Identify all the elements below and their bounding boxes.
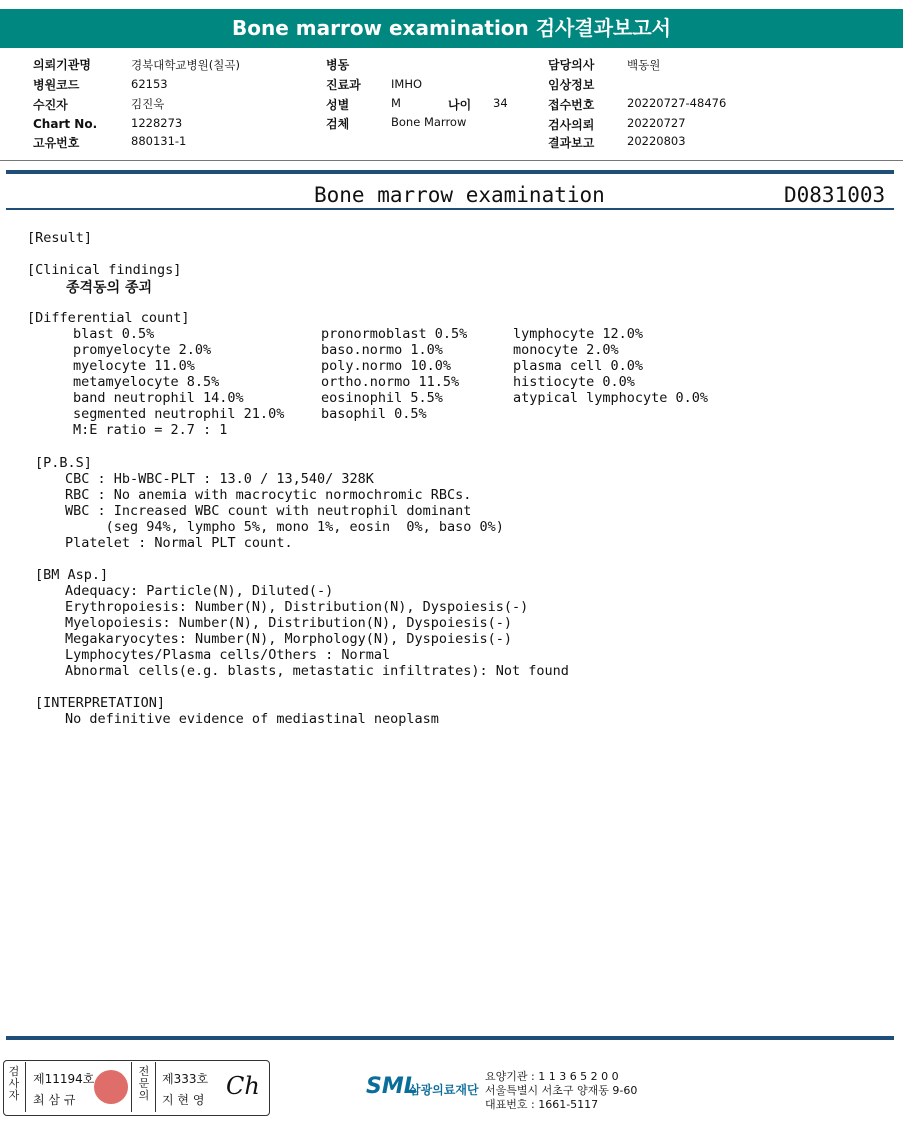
pbs-label: [P.B.S] [35,455,92,471]
title-rule-top [6,170,894,174]
pbs-line: RBC : No anemia with macrocytic normochromic RBCs. [65,487,472,503]
header-label: 병동 [326,58,350,72]
report-code: D0831003 [784,183,886,207]
header-label: 검체 [326,117,350,131]
header-label: 나이 [448,98,472,112]
header-label: 진료과 [326,78,361,92]
diff-item: monocyte 2.0% [513,342,619,358]
header-divider [0,160,903,161]
pbs-line: WBC : Increased WBC count with neutrophil dominant [65,503,472,519]
tester-label: 검사자 [8,1065,20,1102]
diff-item: lymphocyte 12.0% [513,326,644,342]
report-title: Bone marrow examination [314,183,605,207]
diff-item: baso.normo 1.0% [321,342,443,358]
header-label: 검사의뢰 [548,118,595,132]
header-value: 62153 [131,77,168,91]
pbs-line: CBC : Hb-WBC-PLT : 13.0 / 13,540/ 328K [65,471,374,487]
header-value: 경북대학교병원(칠곡) [131,58,240,72]
header-label: Chart No. [33,117,98,131]
header-value: IMHO [391,77,423,91]
header-label: 임상정보 [548,78,595,92]
header-label: 수진자 [33,98,68,112]
footer-rule [6,1036,894,1040]
specialist-number: 제333호 [162,1072,209,1086]
header-label: 접수번호 [548,98,595,112]
bm-asp-label: [BM Asp.] [35,567,109,583]
diff-item: segmented neutrophil 21.0% [73,406,285,422]
sml-logo: SML [366,1074,418,1099]
tester-number: 제11194호 [33,1072,95,1086]
institution-number: 요양기관 : 1 1 3 6 5 2 0 0 [485,1070,619,1083]
bm-asp-line: Abnormal cells(e.g. blasts, metastatic infiltrates): Not found [65,663,569,679]
diff-item: band neutrophil 14.0% [73,390,244,406]
title-rule-bottom [6,208,894,210]
diff-item: promyelocyte 2.0% [73,342,212,358]
header-label: 담당의사 [548,58,595,72]
bm-asp-line: Erythropoiesis: Number(N), Distribution(N), Dyspoiesis(-) [65,599,529,615]
header-value: 20220803 [627,134,686,148]
interpretation-label: [INTERPRETATION] [35,695,166,711]
diff-item: ortho.normo 11.5% [321,374,460,390]
divider [155,1062,156,1112]
diff-item: atypical lymphocyte 0.0% [513,390,709,406]
header-value: 백동원 [627,58,661,72]
diff-item: poly.normo 10.0% [321,358,452,374]
header-value: 20220727-48476 [627,96,727,110]
diff-item: eosinophil 5.5% [321,390,443,406]
diff-item: histiocyte 0.0% [513,374,635,390]
divider [131,1062,132,1112]
header-label: 고유번호 [33,136,80,150]
clinical-findings-text: 종격동의 종괴 [66,280,153,296]
differential-count-label: [Differential count] [27,310,190,326]
me-ratio: M:E ratio = 2.7 : 1 [73,422,228,438]
diff-item: blast 0.5% [73,326,155,342]
header-label: 성별 [326,98,350,112]
bm-asp-line: Megakaryocytes: Number(N), Morphology(N), Dyspoiesis(-) [65,631,513,647]
diff-item: pronormoblast 0.5% [321,326,468,342]
header-value: 880131-1 [131,134,187,148]
clinical-findings-label: [Clinical findings] [27,262,182,278]
pbs-line: Platelet : Normal PLT count. [65,535,293,551]
header-value: 34 [493,96,508,110]
signature: Ch [226,1072,260,1100]
seal-stamp [94,1070,128,1104]
diff-item: plasma cell 0.0% [513,358,644,374]
result-label: [Result] [27,230,93,246]
interpretation-text: No definitive evidence of mediastinal neoplasm [65,711,439,727]
header-label: 병원코드 [33,78,80,92]
phone: 대표번호 : 1661-5117 [485,1098,599,1111]
diff-item: basophil 0.5% [321,406,427,422]
bm-asp-line: Adequacy: Particle(N), Diluted(-) [65,583,334,599]
foundation-name: 삼광의료재단 [409,1083,479,1097]
pbs-line: (seg 94%, lympho 5%, mono 1%, eosin 0%, baso 0%) [65,519,504,535]
specialist-name: 지 현 영 [162,1093,205,1107]
header-value: M [391,96,401,110]
header-value: 1228273 [131,116,183,130]
header-label: 결과보고 [548,136,595,150]
diff-item: myelocyte 11.0% [73,358,195,374]
report-banner: Bone marrow examination 검사결과보고서 [0,9,903,48]
header-value: 김진욱 [131,97,165,111]
diff-item: metamyelocyte 8.5% [73,374,220,390]
specialist-label: 전문의 [138,1065,150,1102]
tester-name: 최 삼 규 [33,1093,76,1107]
header-value: 20220727 [627,116,686,130]
bm-asp-line: Lymphocytes/Plasma cells/Others : Normal [65,647,391,663]
address: 서울특별시 서초구 양재동 9-60 [485,1084,638,1097]
header-value: Bone Marrow [391,115,467,129]
bm-asp-line: Myelopoiesis: Number(N), Distribution(N), Dyspoiesis(-) [65,615,513,631]
divider [25,1062,26,1112]
header-label: 의뢰기관명 [33,58,91,72]
